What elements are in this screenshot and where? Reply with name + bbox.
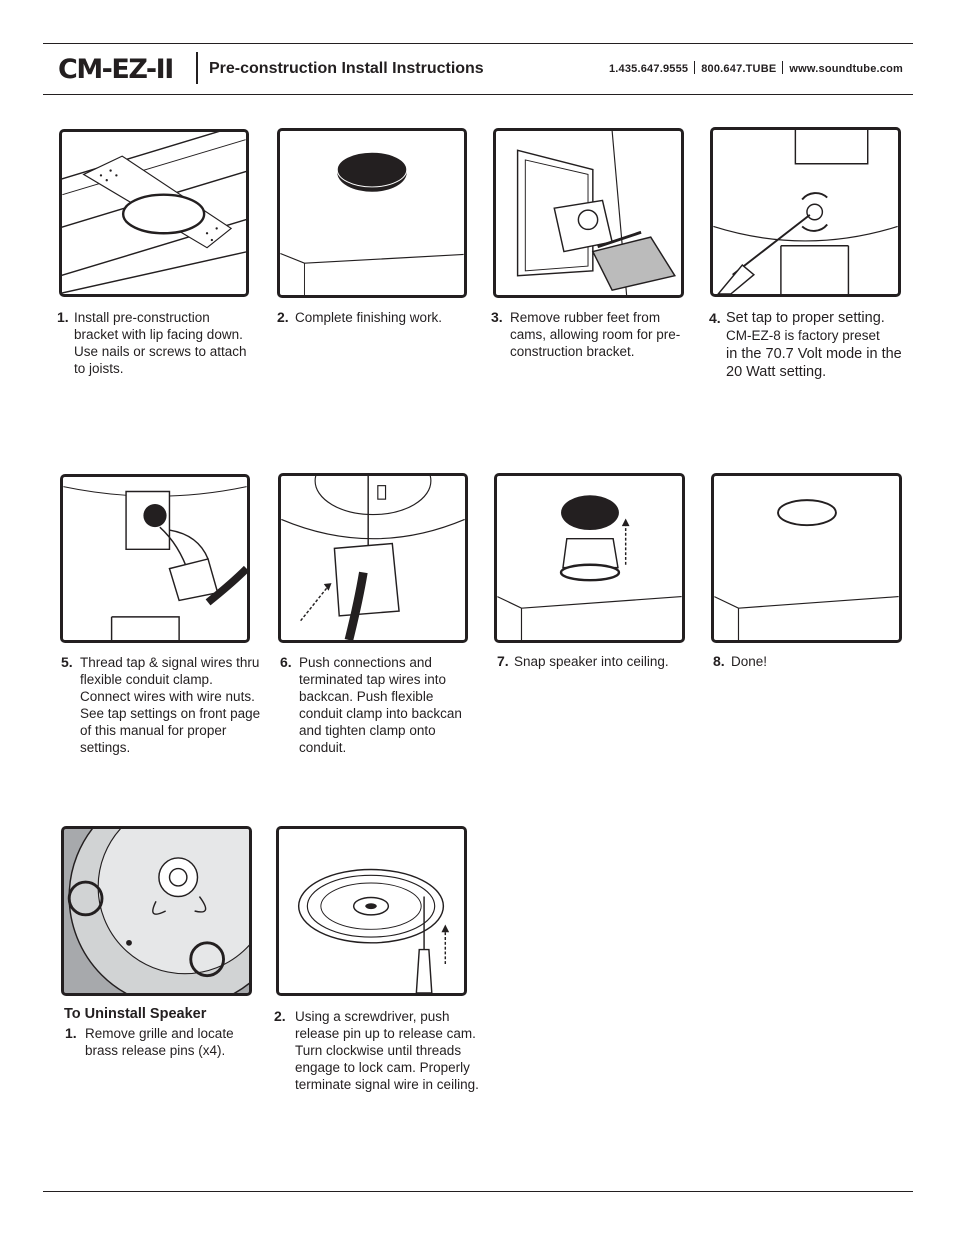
step-number: 8. (713, 653, 725, 669)
step-caption (277, 309, 477, 326)
illustration-step-5 (60, 474, 250, 643)
step-text: Complete finishing work. (295, 310, 443, 325)
uninstall-heading: To Uninstall Speaker (64, 1006, 207, 1022)
step-caption (491, 309, 687, 360)
step-text: Install pre-construction bracket with lip facing down. Use nails or screws to attach to joists. (74, 310, 247, 376)
divider (694, 61, 695, 74)
footer-rule (43, 1191, 913, 1192)
step-caption (280, 654, 476, 756)
step-number: 1. (57, 309, 69, 325)
illustration-step-8 (711, 473, 902, 643)
step-text: Set tap to proper setting. (726, 310, 885, 326)
phone-number: 1.435.647.9555 (608, 63, 689, 75)
contact-info (609, 61, 903, 77)
divider (782, 61, 783, 74)
step-number: 3. (491, 309, 503, 325)
illustration-step-4 (710, 127, 901, 297)
document-title: Pre-construction Install Instructions (209, 60, 484, 77)
illustration-step-7 (494, 473, 685, 643)
step-number: 1. (65, 1025, 77, 1041)
step-detail: CM-EZ-8 is factory preset (726, 328, 880, 343)
illustration-step-3 (493, 128, 684, 298)
step-detail: in the 70.7 Volt mode in the 20 Watt setting. (726, 346, 902, 380)
toll-free-number: 800.647.TUBE (701, 63, 777, 75)
step-number: 6. (280, 654, 292, 670)
illustration-uninstall-2 (276, 826, 467, 996)
step-caption (274, 1008, 479, 1093)
step-caption (61, 654, 263, 756)
step-text: Snap speaker into ceiling. (514, 654, 669, 669)
step-text: Remove grille and locate brass release pins (x4). (85, 1026, 234, 1058)
illustration-step-6 (278, 473, 468, 643)
step-text: Thread tap & signal wires thru flexible conduit clamp. Connect wires with wire nuts. See tap settings on front page of this manual for proper settings. (80, 655, 261, 755)
step-number: 4. (709, 310, 721, 326)
step-caption (497, 653, 697, 670)
step-number: 2. (277, 309, 289, 325)
website-link[interactable]: www.soundtube.com (789, 63, 903, 75)
header-top-rule (43, 43, 913, 44)
step-number: 2. (274, 1008, 286, 1024)
step-text: Remove rubber feet from cams, allowing room for pre-construction bracket. (510, 310, 681, 359)
step-text: Push connections and terminated tap wires into backcan. Push flexible conduit clamp into backcan and tighten clamp onto conduit. (299, 655, 462, 755)
illustration-step-2 (277, 128, 467, 298)
step-number: 5. (61, 654, 73, 670)
illustration-step-1 (59, 129, 249, 297)
step-caption (65, 1025, 245, 1059)
step-caption (709, 309, 909, 381)
step-text: Using a screwdriver, push release pin up to release cam. Turn clockwise until threads engage to lock cam. Properly terminate signal wire in ceiling. (295, 1009, 479, 1092)
step-text: Done! (731, 654, 768, 669)
step-number: 7. (497, 653, 509, 669)
illustration-uninstall-1 (61, 826, 252, 996)
model-name: CM-EZ-II (58, 54, 173, 85)
header-separator (196, 52, 198, 84)
header-bottom-rule (43, 94, 913, 95)
step-caption (57, 309, 257, 377)
step-caption (713, 653, 893, 670)
